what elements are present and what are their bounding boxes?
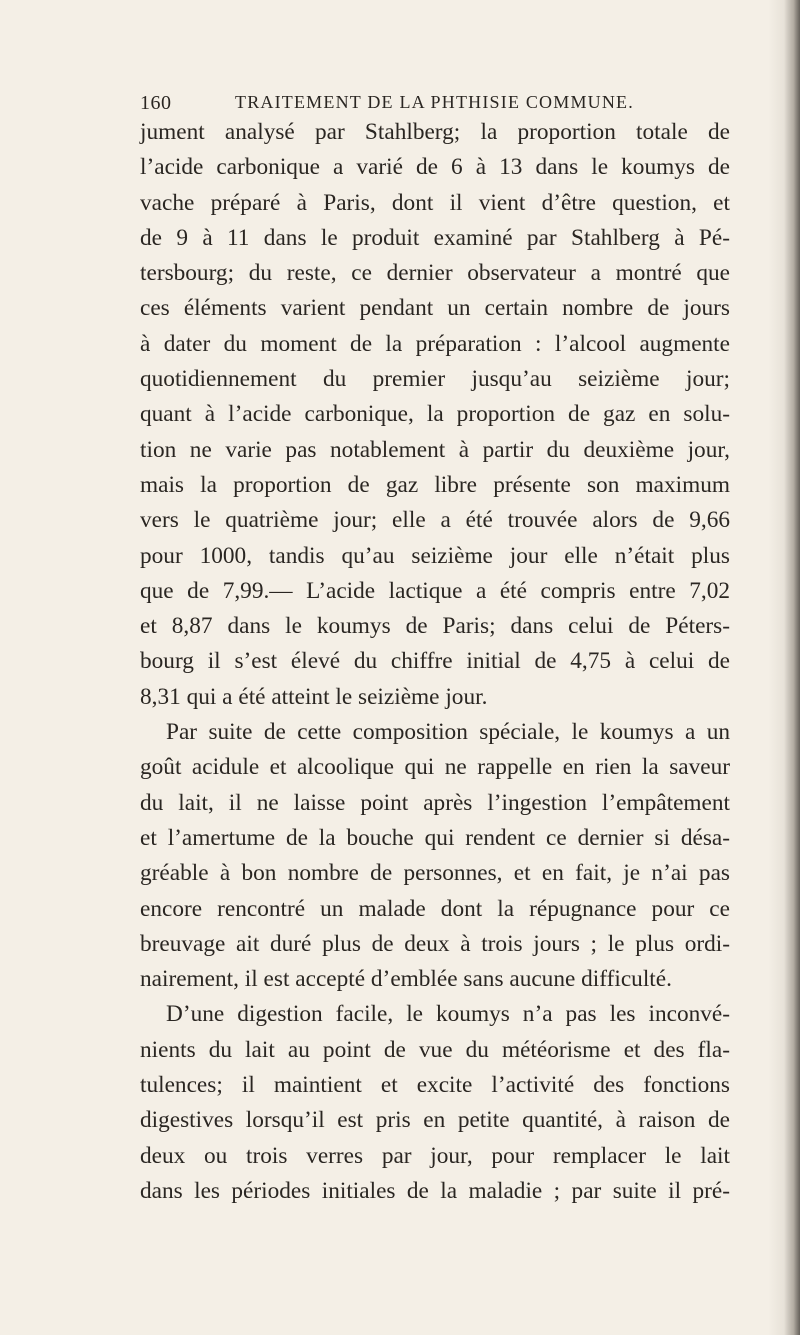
running-title: TRAITEMENT DE LA PHTHISIE COMMUNE. [235, 92, 634, 112]
body-text [140, 115, 730, 1209]
text-line: l’acide carbonique a varié de 6 à 13 dans le koumys de [140, 154, 730, 181]
text-line: goût acidule et alcoolique qui ne rappelle en rien la saveur [140, 754, 730, 781]
text-line: breuvage ait duré plus de deux à trois jours ; le plus ordi- [140, 930, 730, 957]
text-line: pour 1000, tandis qu’au seizième jour elle n’était plus [140, 542, 730, 569]
text-line: vache préparé à Paris, dont il vient d’être question, et [140, 189, 730, 216]
text-line: et l’amertume de la bouche qui rendent ce dernier si désa- [140, 824, 730, 851]
text-line: bourg il s’est élevé du chiffre initial de 4,75 à celui de [140, 648, 730, 675]
paragraph-start-line: D’une digestion facile, le koumys n’a pas les inconvé- [166, 1001, 730, 1028]
text-line: du lait, il ne laisse point après l’ingestion l’empâtement [140, 789, 730, 816]
text-line: mais la proportion de gaz libre présente son maximum [140, 471, 730, 498]
page-number: 160 [140, 92, 172, 114]
paragraph-start-line: Par suite de cette composition spéciale, le koumys a un [166, 719, 730, 746]
text-line: digestives lorsqu’il est pris en petite quantité, à raison de [140, 1107, 730, 1134]
page-edge-shadow [784, 0, 800, 1335]
paragraph-end-line: nairement, il est accepté d’emblée sans aucune difficulté. [140, 966, 672, 993]
text-line: tersbourg; du reste, ce dernier observateur a montré que [140, 260, 730, 287]
text-line: quant à l’acide carbonique, la proportion de gaz en solu- [140, 401, 730, 428]
text-line: que de 7,99.— L’acide lactique a été compris entre 7,02 [140, 577, 730, 604]
text-line: nients du lait au point de vue du météorisme et des fla- [140, 1036, 730, 1063]
text-line: à dater du moment de la préparation : l’alcool augmente [140, 330, 730, 357]
text-line: quotidiennement du premier jusqu’au seizième jour; [140, 366, 730, 393]
text-line: tulences; il maintient et excite l’activité des fonctions [140, 1072, 730, 1099]
text-line: deux ou trois verres par jour, pour remplacer le lait [140, 1142, 730, 1169]
paragraph-end-line: 8,31 qui a été atteint le seizième jour. [140, 683, 488, 710]
text-line: vers le quatrième jour; elle a été trouvée alors de 9,66 [140, 507, 730, 534]
text-line: jument analysé par Stahlberg; la proportion totale de [140, 119, 730, 145]
text-line: tion ne varie pas notablement à partir du deuxième jour, [140, 436, 730, 463]
text-line: encore rencontré un malade dont la répugnance pour ce [140, 895, 730, 922]
text-line: gréable à bon nombre de personnes, et en fait, je n’ai pas [140, 860, 730, 887]
text-line: dans les périodes initiales de la maladie ; par suite il pré- [140, 1177, 730, 1204]
text-line: de 9 à 11 dans le produit examiné par Stahlberg à Pé- [140, 224, 730, 251]
text-line: et 8,87 dans le koumys de Paris; dans celui de Péters- [140, 613, 730, 640]
running-header [140, 92, 730, 116]
text-line: ces éléments varient pendant un certain nombre de jours [140, 295, 730, 322]
